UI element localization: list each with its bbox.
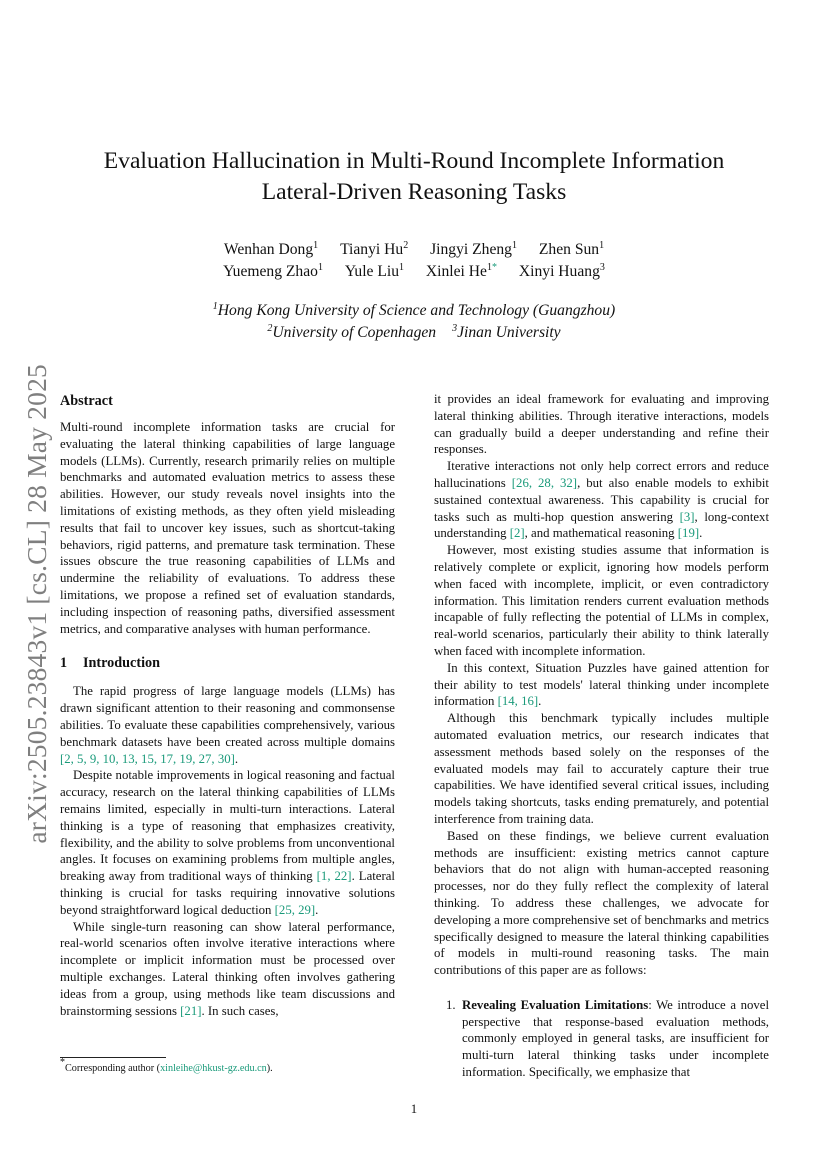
author: Tianyi Hu$^2$ (340, 240, 409, 258)
paragraph: The rapid progress of large language models (LLMs) has drawn significant attention to their reasoning and commonsense abilities. To evaluate these capabilities comprehensively, various benchmark datasets have been created across multiple domains [2, 5, 9, 10, 13, 15, 17, 19, 27, 30]. (60, 684, 395, 766)
author: Jingyi Zheng$^1$ (430, 240, 517, 258)
author: Zhen Sun$^1$ (538, 240, 605, 258)
right-column (434, 391, 769, 1081)
citation-link[interactable]: [1, 22] (316, 869, 352, 884)
author: Xinyi Huang$^3$ (518, 262, 605, 280)
affiliation: $^1$Hong Kong University of Science and Technology (Guangzhou) (212, 301, 616, 319)
paragraph: Despite notable improvements in logical reasoning and factual accuracy, research on the lateral thinking capabilities of LLMs remains limited, especially in multi-turn interactions. Lateral thinking is a type of reasoning that emphasizes creativity, flexibility, and the ability to solve problems from unconventional angles. It focuses on examining problems from multiple angles, breaking away from traditional ways of thinking [1, 22]. Lateral thinking is crucial for tasks requiring innovative solutions beyond straightforward logical deduction [25, 29]. (60, 768, 395, 917)
author: Xinlei $He^{1*}$ (425, 262, 497, 280)
citation-link[interactable]: [3] (679, 509, 695, 524)
paragraph: While single-turn reasoning can show lateral performance, real-world scenarios often involve iterative interactions where incomplete or implicit information must be processed over multiple exchanges. Lateral thinking often involves gathering ideas from a group, using methods like team discussions and brainstorming sessions [21]. In such cases, (60, 919, 395, 1018)
citation-link[interactable]: [19] (677, 526, 700, 541)
citation-link[interactable]: [21] (180, 1003, 202, 1018)
title-line: Lateral-Driven Reasoning Tasks (261, 179, 567, 205)
paper-title (60, 146, 768, 208)
paragraph: it provides an ideal framework for evaluating and improving lateral thinking abilities. Through iterative interactions, models can gradually build a deeper understanding and refine their responses. (434, 392, 769, 457)
author: Yuemeng Zhao$^1$ (223, 262, 323, 280)
footnote-rule (60, 1057, 166, 1058)
email-link[interactable]: xinleihe@hkust-gz.edu.cn (160, 1063, 267, 1074)
author: Yule Liu$^1$ (344, 262, 404, 280)
citation-link[interactable]: [26, 28, 32] (511, 475, 578, 490)
author-line (60, 239, 768, 261)
paragraph: In this context, Situation Puzzles have gained attention for their ability to test models' lateral thinking under incomplete information [14, 16]. (434, 660, 769, 709)
affiliation-line: $^2$University of Copenhagen $^3$Jinan University (267, 323, 561, 341)
paragraph: Although this benchmark typically includes multiple automated evaluation metrics, our research indicates that assessment methods based solely on the responses of the evaluated models may fail to accurately capture their true capabilities. We have identified several critical issues, including models taking shortcuts, tasks ending prematurely, and potential interference from training data. (434, 711, 769, 826)
author: Wenhan Dong$^1$ (223, 240, 319, 258)
citation-link[interactable]: [2] (509, 526, 525, 541)
section-heading: 1 Introduction (60, 655, 160, 672)
citation-link[interactable]: [2, 5, 9, 10, 13, 15, 17, 19, 27, 30] (60, 751, 235, 766)
left-column (60, 391, 395, 1019)
contribution-text: Revealing Evaluation Limitations: We introduce a novel perspective that response-based evaluation methods, commonly employed in general tasks, are insufficient for multi-turn lateral thinking tasks under incomplete information. Specifically, we emphasize that (462, 997, 770, 1080)
abstract-heading: Abstract (60, 393, 113, 409)
corresponding-author-mark[interactable]: * (491, 262, 497, 273)
page-number: 1 (410, 1102, 418, 1116)
author-line (60, 261, 768, 283)
citation-link[interactable]: [14, 16] (497, 694, 539, 709)
citation-link[interactable]: [25, 29] (274, 902, 316, 917)
paragraph: Iterative interactions not only help correct errors and reduce hallucinations [26, 28, 32], but also enable models to exhibit sustained contextual awareness. This capability is crucial for tasks such as multi-hop question answering [3], long-context understanding [2], and mathematical reasoning [19]. (434, 459, 770, 541)
title-line: Evaluation Hallucination in Multi-Round Incomplete Information (103, 148, 725, 174)
abstract-text: Multi-round incomplete information tasks are crucial for evaluating the lateral thinking capabilities of large language models (LLMs). Currently, research primarily relies on multiple benchmarks and automated evaluation metrics to assess these abilities. However, our study reveals novel insights into the limitations of existing methods, as they often yield misleading results that fail to uncover key issues, such as shortcut-taking behaviors, rigid patterns, and premature task termination. These issues obscure the true reasoning capabilities of LLMs and undermine the reliability of evaluations. To address these limitations, we propose a refined set of evaluation standards, including inspection of reasoning paths, diversified assessment metrics, and comparative analyses with human performance. (60, 420, 395, 636)
footnote: *Corresponding author (xinleihe@hkust-gz.edu.cn). (60, 1057, 273, 1074)
affiliations (60, 300, 768, 344)
author-list (60, 239, 768, 283)
arxiv-identifier: arXiv:2505.23843v1 [cs.CL] 28 May 2025 (21, 363, 52, 844)
contribution-item (434, 997, 769, 1081)
list-marker: 1. (446, 997, 456, 1012)
paragraph: Based on these findings, we believe current evaluation methods are insufficient: existing metrics cannot capture behaviors that do not align with human-accepted reasoning processes, nor do they fully reflect the complexity of lateral thinking. To address these challenges, we advocate for developing a more comprehensive set of benchmarks and metrics specifically designed to measure the lateral thinking capabilities of models in multi-round reasoning tasks. The main contributions of this paper are as follows: (434, 828, 769, 978)
paragraph: However, most existing studies assume that information is relatively complete or explicit, ignoring how models perform when faced with incomplete, implicit, or even contradictory information. This limitation renders current evaluation methods incapable of fully reflecting the potential of LLMs in complex, real-world scenarios, particularly their ability to think laterally when faced with incomplete information. (434, 543, 769, 658)
